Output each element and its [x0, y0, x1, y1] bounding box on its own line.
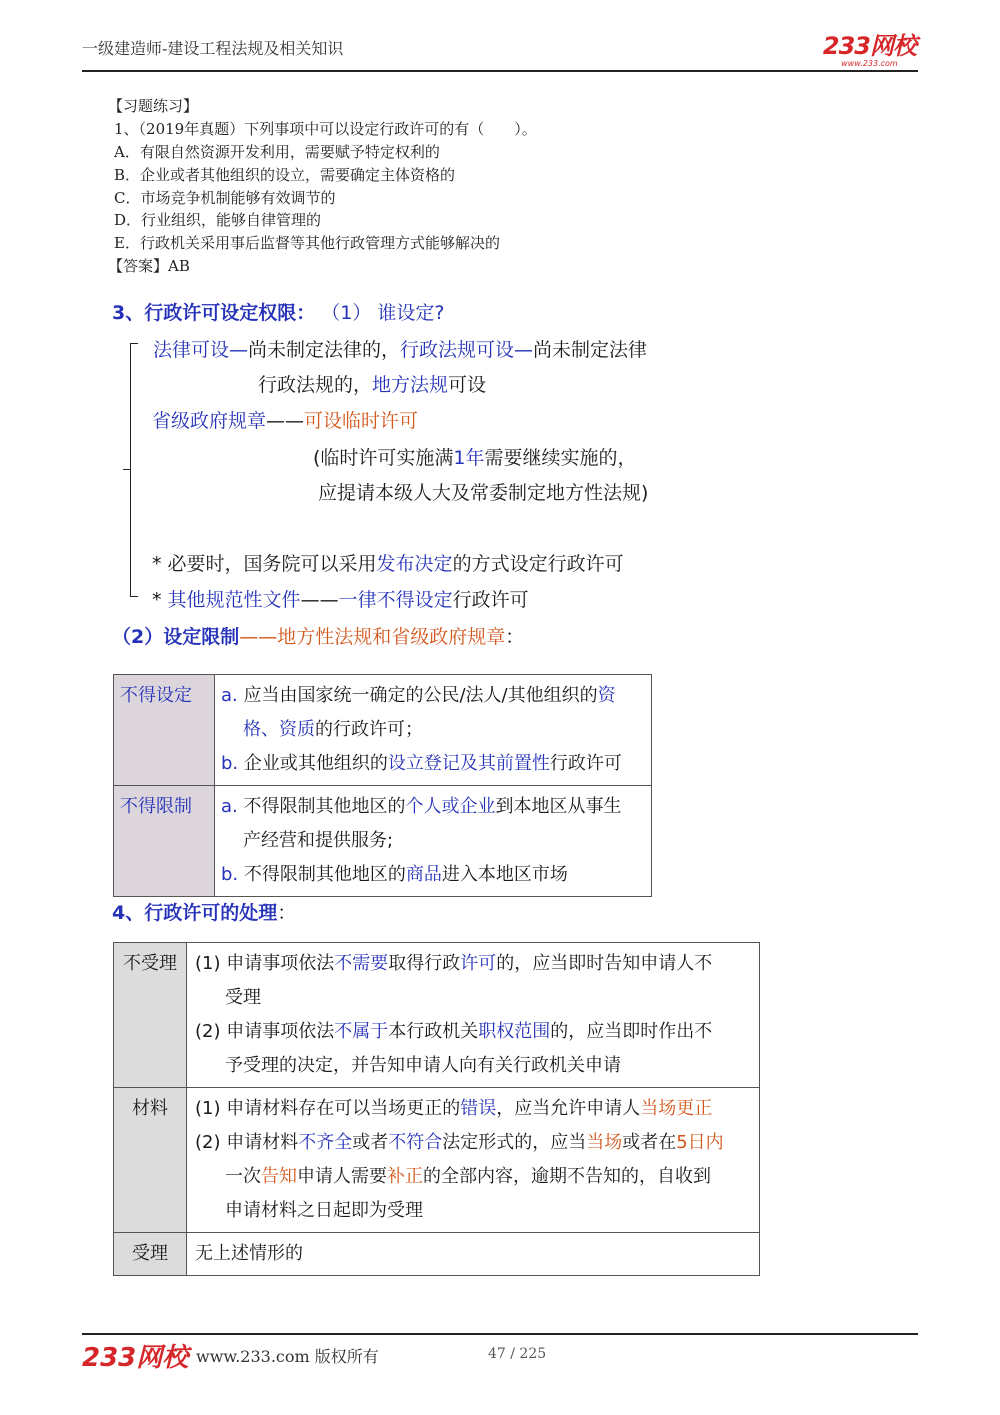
- clause-2-cont: [195, 1160, 751, 1194]
- admin-regulation-may-set: 行政法规可设—: [400, 339, 534, 361]
- exercise-heading: 【习题练习】: [108, 97, 199, 115]
- temporary-permit: 可设临时许可: [304, 410, 419, 432]
- dash: ——: [266, 410, 305, 432]
- one-year: 1年: [453, 447, 485, 469]
- may-set-text: 可设: [448, 374, 487, 396]
- row-body-must-not-set: [215, 675, 652, 786]
- item-prefix: a.: [221, 685, 244, 706]
- t: (2) 申请事项依法: [195, 1021, 335, 1042]
- state-council-note: * 必要时，国务院可以采用: [152, 553, 377, 575]
- never-set: 一律不得设定: [338, 589, 453, 611]
- table-row: [114, 675, 652, 786]
- t: 的，应当即时告知申请人不: [496, 953, 713, 974]
- brace-bracket: [130, 343, 131, 597]
- t: 法定形式的，应当: [442, 1132, 587, 1153]
- continue-note: 需要继续实施的，: [484, 447, 637, 469]
- t: 的，应当即时作出不: [550, 1021, 713, 1042]
- item-a-cont: [221, 713, 645, 747]
- section-3-question-text: 谁设定?: [377, 302, 445, 324]
- section-3-question-number: （1）: [321, 302, 372, 324]
- h: 补正: [387, 1166, 423, 1187]
- t: 取得行政: [388, 953, 461, 974]
- clause-2: [195, 1015, 751, 1049]
- item-highlight-b: 设立登记及其前置性: [387, 753, 550, 774]
- section-4-title: 4、行政许可的处理: [112, 902, 278, 924]
- authority-line-5: 应提请本级人大及常委制定地方性法规): [318, 482, 649, 504]
- clause-1: [195, 1092, 751, 1126]
- item-text: 应当由国家统一确定的公民/法人/其他组织的: [243, 685, 598, 706]
- t: 本行政机关: [388, 1021, 479, 1042]
- t: 或者在: [622, 1132, 677, 1153]
- exercise-question: 1、（2019年真题）下列事项中可以设定行政许可的有（ ）。: [114, 120, 537, 138]
- item-text-b: 企业或其他组织的: [243, 753, 388, 774]
- item-highlight-b: 商品: [405, 864, 442, 885]
- item-a-cont: 产经营和提供服务;: [243, 830, 394, 851]
- item-text-b2: 进入本地区市场: [441, 864, 568, 885]
- law-may-set: 法律可设—: [153, 339, 249, 361]
- brace-bottom-tick: [130, 596, 138, 597]
- item-a: [221, 790, 645, 824]
- issue-decision: 发布决定: [376, 553, 453, 575]
- footer-copyright: www.233.com 版权所有: [196, 1347, 379, 1366]
- h: 当场更正: [640, 1098, 713, 1119]
- clause-2-cont-2: 申请材料之日起即为受理: [225, 1200, 423, 1221]
- h: 5日内: [676, 1132, 724, 1153]
- row-body-accepted: 无上述情形的: [187, 1233, 760, 1276]
- asterisk: *: [152, 589, 168, 611]
- clause-2-cont: 予受理的决定，并告知申请人向有关行政机关申请: [225, 1055, 621, 1076]
- t: ，应当允许申请人: [496, 1098, 641, 1119]
- page-number: 47 / 225: [488, 1346, 547, 1362]
- item-b: [221, 747, 645, 781]
- colon: ：: [505, 626, 525, 648]
- item-a: [221, 679, 645, 713]
- h: 不属于: [334, 1021, 389, 1042]
- exercise-option-d: D．行业组织，能够自律管理的: [114, 211, 322, 229]
- t: 或者: [352, 1132, 389, 1153]
- item-text-2: 到本地区从事生: [495, 796, 622, 817]
- section-3-title: 3、行政许可设定权限：: [112, 302, 316, 324]
- item-prefix: a.: [221, 796, 244, 817]
- row-label-materials: 材料: [114, 1088, 187, 1233]
- table-row: [114, 1088, 760, 1233]
- admin-regulation-text: 行政法规的，: [258, 374, 373, 396]
- t: (1) 申请事项依法: [195, 953, 335, 974]
- t: (2) 申请材料: [195, 1132, 299, 1153]
- exercise-option-e: E．行政机关采用事后监督等其他行政管理方式能够解决的: [114, 234, 500, 252]
- item-text: 不得限制其他地区的: [243, 796, 406, 817]
- exercise-option-c: C．市场竞争机制能够有效调节的: [114, 189, 336, 207]
- item-text-b: 不得限制其他地区的: [243, 864, 406, 885]
- h: 不符合: [388, 1132, 443, 1153]
- row-body-not-accepted: [187, 943, 760, 1088]
- item-highlight: 个人或企业: [405, 796, 496, 817]
- colon: ：: [277, 902, 297, 924]
- brace-middle-tick: [123, 469, 131, 470]
- admin-permit-text: 行政许可: [452, 589, 529, 611]
- item-highlight-2: 格、资质: [243, 719, 315, 740]
- authority-line-6: [152, 551, 624, 577]
- item-prefix-b: b.: [221, 753, 244, 774]
- item-b: [221, 858, 645, 892]
- h: 职权范围: [478, 1021, 551, 1042]
- t: 一次: [225, 1166, 261, 1187]
- row-label-not-accepted: 不受理: [114, 943, 187, 1088]
- table-row: [114, 786, 652, 897]
- no-law-yet-2: 尚未制定法律: [533, 339, 648, 361]
- authority-line-1: [153, 337, 647, 363]
- h: 当场: [586, 1132, 623, 1153]
- authority-line-7: [152, 587, 529, 613]
- table-row: [114, 1233, 760, 1276]
- t: 申请人需要: [297, 1166, 387, 1187]
- brand-logo-text: 233网校: [822, 32, 916, 60]
- header-divider: [82, 70, 918, 72]
- section-4-heading: [112, 900, 296, 926]
- exercise-option-b: B．企业或者其他组织的设立，需要确定主体资格的: [114, 166, 456, 184]
- h: 错误: [460, 1098, 497, 1119]
- section-3-heading: [112, 300, 445, 326]
- h: 不需要: [334, 953, 389, 974]
- exercise-option-a: A．有限自然资源开发利用，需要赋予特定权利的: [114, 143, 440, 161]
- clause-1-cont: 受理: [225, 987, 261, 1008]
- authority-line-3: [152, 408, 418, 434]
- t: 的全部内容，逾期不告知的，自收到: [423, 1166, 711, 1187]
- brace-top-tick: [130, 343, 138, 344]
- brand-logo-url: www.233.com: [841, 59, 898, 68]
- h: 不齐全: [298, 1132, 353, 1153]
- row-label-must-not-restrict: 不得限制: [114, 786, 215, 897]
- row-label-accepted: 受理: [114, 1233, 187, 1276]
- set-permit-note: 的方式设定行政许可: [452, 553, 624, 575]
- section-3-2-heading: [112, 624, 524, 650]
- exercise-answer: 【答案】AB: [108, 257, 190, 275]
- row-body-must-not-restrict: [215, 786, 652, 897]
- clause-2: [195, 1126, 751, 1160]
- row-label-must-not-set: 不得设定: [114, 675, 215, 786]
- item-highlight: 资: [597, 685, 616, 706]
- item-text-2: 的行政许可；: [315, 719, 423, 740]
- brand-logo: [823, 26, 916, 68]
- document-header-title: 一级建造师-建设工程法规及相关知识: [82, 39, 344, 58]
- footer-logo: 233网校: [82, 1343, 189, 1373]
- row-body-materials: [187, 1088, 760, 1233]
- setting-limits-subtitle: ——地方性法规和省级政府规章: [239, 626, 506, 648]
- item-prefix-b: b.: [221, 864, 244, 885]
- authority-line-2: [258, 372, 486, 398]
- h: 许可: [460, 953, 497, 974]
- footer-divider: [82, 1333, 918, 1335]
- no-law-yet: 尚未制定法律的，: [248, 339, 401, 361]
- processing-table: [113, 942, 760, 1276]
- other-normative-docs: 其他规范性文件: [167, 589, 301, 611]
- limits-table: [113, 674, 652, 897]
- dash-2: ——: [300, 589, 339, 611]
- temporary-permit-note: (临时许可实施满: [313, 447, 454, 469]
- clause-1: [195, 947, 751, 981]
- table-row: [114, 943, 760, 1088]
- provincial-rules: 省级政府规章: [152, 410, 267, 432]
- item-text-b2: 行政许可: [549, 753, 622, 774]
- authority-line-4: [313, 445, 637, 471]
- local-regulation: 地方法规: [372, 374, 449, 396]
- t: (1) 申请材料存在可以当场更正的: [195, 1098, 461, 1119]
- h: 告知: [261, 1166, 297, 1187]
- setting-limits-title: （2）设定限制: [112, 626, 240, 648]
